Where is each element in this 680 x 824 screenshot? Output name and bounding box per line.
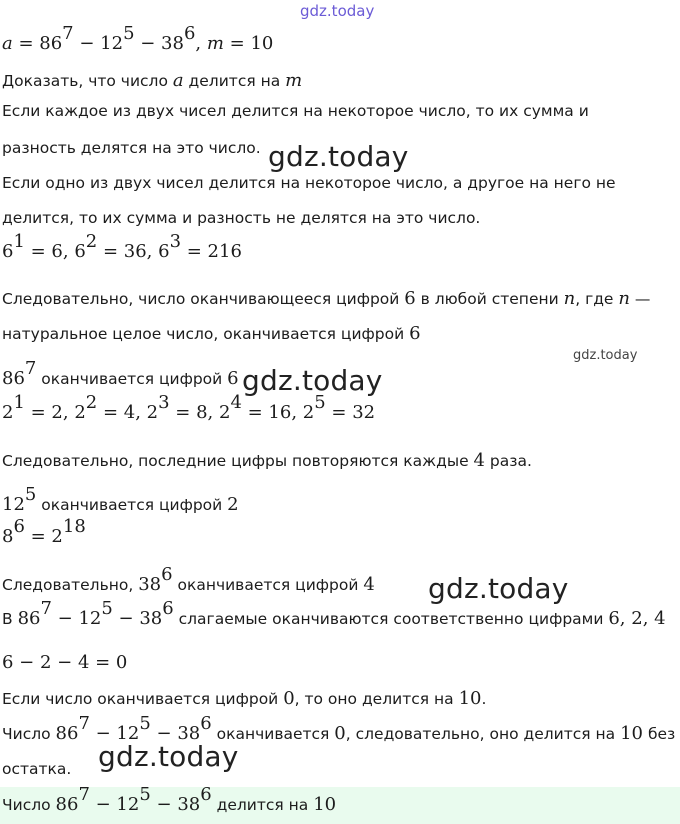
text-fragment: a [172, 70, 184, 91]
text-fragment: 4 [363, 574, 375, 595]
text-fragment: 2 [227, 494, 239, 515]
text-fragment: 5 [24, 484, 37, 506]
text-fragment: 6 [161, 564, 173, 586]
text-fragment: 86 [17, 608, 41, 629]
rule-line: Если каждое из двух чисел делится на некоторое число, то их сумма и [2, 102, 589, 120]
text-fragment: без [643, 725, 676, 743]
text-fragment: 6, 2, 4 [608, 608, 666, 629]
text-fragment: 7 [78, 713, 90, 735]
text-fragment: 10 [313, 794, 337, 815]
text-fragment: − 12 [73, 33, 124, 54]
text-fragment: = 6, 6 [24, 241, 86, 262]
text-fragment: = 10 [223, 33, 274, 54]
text-fragment: , [195, 33, 207, 54]
text-fragment: = 86 [12, 33, 63, 54]
text-fragment: 6 [183, 23, 196, 45]
text-fragment: Следовательно, [2, 576, 139, 594]
text-fragment: 2 [85, 392, 98, 414]
text-fragment: 5 [139, 784, 151, 806]
text-fragment: Доказать, что число [2, 72, 173, 90]
watermark-top: gdz.today [300, 2, 375, 20]
text-fragment: , то оно делится на [294, 690, 459, 708]
text-line [2, 713, 676, 744]
text-fragment: 4 [473, 450, 485, 471]
text-line: остатка. [2, 760, 72, 778]
text-fragment: n [563, 288, 576, 309]
text-fragment: 6 [227, 368, 239, 389]
text-fragment: 0 [283, 688, 295, 709]
text-fragment: 7 [78, 784, 90, 806]
formula-difference: 6 − 2 − 4 = 0 [2, 652, 128, 673]
text-fragment: 6 [200, 784, 212, 806]
text-fragment: 18 [62, 516, 86, 538]
text-fragment: m [285, 70, 303, 91]
text-fragment: Число [2, 725, 56, 743]
text-line [2, 688, 486, 709]
rule-line: Если одно из двух чисел делится на некоторое число, а другое на него не [2, 174, 616, 192]
text-fragment: − 38 [134, 33, 184, 54]
watermark: gdz.today [98, 740, 239, 773]
text-fragment: 7 [40, 598, 52, 620]
text-fragment: = 32 [325, 402, 376, 423]
text-fragment: раза. [485, 452, 532, 470]
text-fragment: 1 [13, 392, 25, 414]
text-fragment: 86 [55, 723, 79, 744]
watermark-small: gdz.today [573, 348, 638, 363]
watermark: gdz.today [242, 364, 383, 397]
formula-8-power [2, 516, 86, 547]
text-fragment: 1 [13, 231, 25, 253]
text-fragment: 6 [2, 241, 14, 262]
text-fragment: 10 [458, 688, 482, 709]
text-fragment: = 2 [24, 526, 63, 547]
text-fragment: В [2, 610, 18, 628]
text-fragment: 3 [169, 231, 182, 253]
text-fragment: натуральное целое число, оканчивается цифрой [2, 325, 410, 343]
text-line [2, 450, 532, 471]
text-fragment: оканчивается цифрой [36, 496, 228, 514]
text-fragment: делится на [183, 72, 286, 90]
text-fragment: 2 [2, 402, 14, 423]
watermark: gdz.today [428, 572, 569, 605]
text-fragment: 5 [314, 392, 326, 414]
text-fragment: − 38 [112, 608, 163, 629]
watermark: gdz.today [268, 140, 409, 173]
text-fragment: 6 [13, 516, 25, 538]
text-fragment: , следовательно, оно делится на [345, 725, 621, 743]
text-fragment: 7 [24, 358, 37, 380]
text-fragment: 6 [162, 598, 174, 620]
text-fragment: 86 [55, 794, 79, 815]
text-fragment: 3 [158, 392, 170, 414]
text-fragment: 0 [334, 723, 346, 744]
text-fragment: 38 [138, 574, 162, 595]
text-fragment: Следовательно, число оканчивающееся цифрой [2, 290, 405, 308]
text-fragment: Если число оканчивается цифрой [2, 690, 284, 708]
text-fragment: оканчивается цифрой [172, 576, 364, 594]
text-fragment: = 2, 2 [24, 402, 86, 423]
text-fragment: , где [575, 290, 619, 308]
text-fragment: — [630, 290, 651, 308]
text-fragment: 6 [409, 323, 421, 344]
task-statement [2, 70, 302, 91]
text-fragment: = 16, 2 [241, 402, 315, 423]
text-fragment: . [481, 690, 487, 708]
text-fragment: − 38 [150, 723, 201, 744]
rule-line: делится, то их сумма и разность не делятся на это число. [2, 209, 481, 227]
text-fragment: 8 [2, 526, 14, 547]
text-fragment: слагаемые оканчиваются соответственно цифрами [173, 610, 609, 628]
text-fragment: = 216 [181, 241, 242, 262]
text-fragment: − 12 [51, 608, 102, 629]
text-fragment: = 8, 2 [169, 402, 231, 423]
text-fragment: делится на [211, 796, 314, 814]
text-fragment: 6 [404, 288, 416, 309]
text-fragment: 2 [85, 231, 98, 253]
text-fragment: − 12 [89, 723, 140, 744]
text-fragment: оканчивается цифрой [36, 370, 228, 388]
formula-given [2, 23, 274, 54]
text-fragment: 7 [62, 23, 74, 45]
text-fragment: 5 [139, 713, 151, 735]
text-fragment: Следовательно, последние цифры повторяются каждые [2, 452, 474, 470]
answer-line [2, 784, 337, 815]
text-fragment: m [206, 33, 224, 54]
text-line [2, 288, 650, 309]
text-line [2, 564, 375, 595]
text-fragment: n [618, 288, 630, 309]
text-fragment: 86 [2, 368, 25, 389]
text-fragment: Число [2, 796, 56, 814]
text-fragment: в любой степени [415, 290, 564, 308]
text-fragment: − 38 [150, 794, 201, 815]
text-fragment: = 4, 2 [97, 402, 159, 423]
text-line [2, 484, 239, 515]
text-line [2, 358, 239, 389]
text-line [2, 323, 421, 344]
text-fragment: 5 [123, 23, 135, 45]
text-fragment: 4 [230, 392, 242, 414]
formula-powers-of-6 [2, 231, 242, 262]
text-fragment: a [2, 33, 13, 54]
formula-powers-of-2 [2, 392, 376, 423]
rule-line: разность делятся на это число. [2, 139, 261, 157]
text-fragment: 6 [200, 713, 212, 735]
text-fragment: 12 [2, 494, 25, 515]
text-fragment: 10 [620, 723, 644, 744]
text-fragment: 5 [101, 598, 113, 620]
text-fragment: − 12 [89, 794, 140, 815]
text-fragment: = 36, 6 [97, 241, 170, 262]
text-line [2, 598, 666, 629]
text-fragment: оканчивается [211, 725, 335, 743]
